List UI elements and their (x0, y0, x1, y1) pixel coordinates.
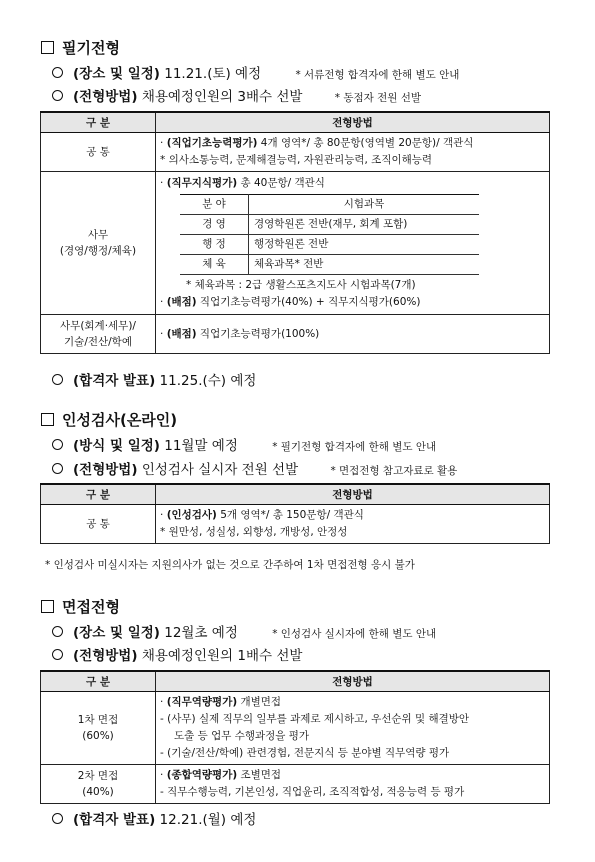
table-row: 체 육 체육과목* 전반 (180, 255, 479, 275)
circle-bullet-icon (52, 649, 63, 660)
bullet-method: (전형방법) 채용예정인원의 3배수 선발 * 동점자 전원 선발 (52, 85, 421, 105)
section-title-interview: 면접전형 (41, 596, 120, 617)
table-header: 구 분 전형방법 (41, 671, 550, 692)
interview-table (40, 670, 550, 804)
table-header: 구 분 전형방법 (41, 484, 550, 505)
checkbox-square-icon (41, 41, 54, 54)
table-row: 2차 면접 (40%) · (종합역량평가) 조별면접 - 직무수행능력, 기본인성, 직업윤리, 조직적합성, 적응능력 등 평가 (41, 765, 550, 804)
circle-bullet-icon (52, 90, 63, 101)
bullet-announcement: (합격자 발표) 11.25.(수) 예정 (52, 369, 256, 389)
circle-bullet-icon (52, 626, 63, 637)
table-row: 행 정 행정학원론 전반 (180, 235, 479, 255)
table-row: 공 통 · (직업기초능력평가) 4개 영역*/ 총 80문항(영역별 20문항)/ 객관식 * 의사소통능력, 문제해결능력, 자원관리능력, 조직이해능력 (41, 133, 550, 172)
table-row: 사무(회계·세무)/ 기술/전산/학예 · (배점) 직업기초능력평가(100%) (41, 315, 550, 354)
bullet-method: (전형방법) 채용예정인원의 1배수 선발 (52, 644, 302, 664)
bullet-method: (전형방법) 인성검사 실시자 전원 선발 * 면접전형 참고자료로 활용 (52, 458, 457, 478)
circle-bullet-icon (52, 813, 63, 824)
section-title-personality-test: 인성검사(온라인) (41, 409, 177, 430)
circle-bullet-icon (52, 463, 63, 474)
circle-bullet-icon (52, 439, 63, 450)
subject-subtable: 분 야 시험과목 경 영 경영학원론 전반(재무, 회계 포함) 행 정 행정학원론 전반 체 육 체육과목* 전반 (180, 194, 479, 275)
bullet-schedule: (장소 및 일정) 12월초 예정 * 인성검사 실시자에 한해 별도 안내 (52, 621, 436, 641)
table-row: 경 영 경영학원론 전반(재무, 회계 포함) (180, 215, 479, 235)
circle-bullet-icon (52, 67, 63, 78)
table-header: 구 분 전형방법 (41, 112, 550, 133)
circle-bullet-icon (52, 374, 63, 385)
bullet-schedule: (방식 및 일정) 11월말 예정 * 필기전형 합격자에 한해 별도 안내 (52, 434, 436, 454)
table-row: 사무 (경영/행정/체육) · (직무지식평가) 총 40문항/ 객관식 분 야 시험과목 경 영 경영학원론 전반(재무, 회계 포함) 행 정 행정학원론 전반 체 육 체육과목* 전반 * 체육과목 : 2급 생활스포츠지도사 시험과목(7개) · (배점) 직업기초능력평가(40%) + 직무지식평가(60%) (41, 172, 550, 315)
written-exam-table (40, 111, 550, 354)
checkbox-square-icon (41, 413, 54, 426)
personality-test-table (40, 483, 550, 544)
section-title-written-exam: 필기전형 (41, 37, 120, 58)
table-row: 1차 면접 (60%) · (직무역량평가) 개별면접 - (사무) 실제 직무의 일부를 과제로 제시하고, 우선순위 및 해결방안 도출 등 업무 수행과정을 평가 - (기술/전산/학예) 관련경험, 전문지식 등 분야별 직무역량 평가 (41, 692, 550, 765)
bullet-schedule: (장소 및 일정) 11.21.(토) 예정 * 서류전형 합격자에 한해 별도 안내 (52, 62, 459, 82)
checkbox-square-icon (41, 600, 54, 613)
personality-test-note: * 인성검사 미실시자는 지원의사가 없는 것으로 간주하여 1차 면접전형 응시 불가 (45, 559, 415, 571)
bullet-announcement: (합격자 발표) 12.21.(월) 예정 (52, 808, 256, 828)
table-row: 공 통 · (인성검사) 5개 영역*/ 총 150문항/ 객관식 * 원만성, 성실성, 외향성, 개방성, 안정성 (41, 505, 550, 544)
